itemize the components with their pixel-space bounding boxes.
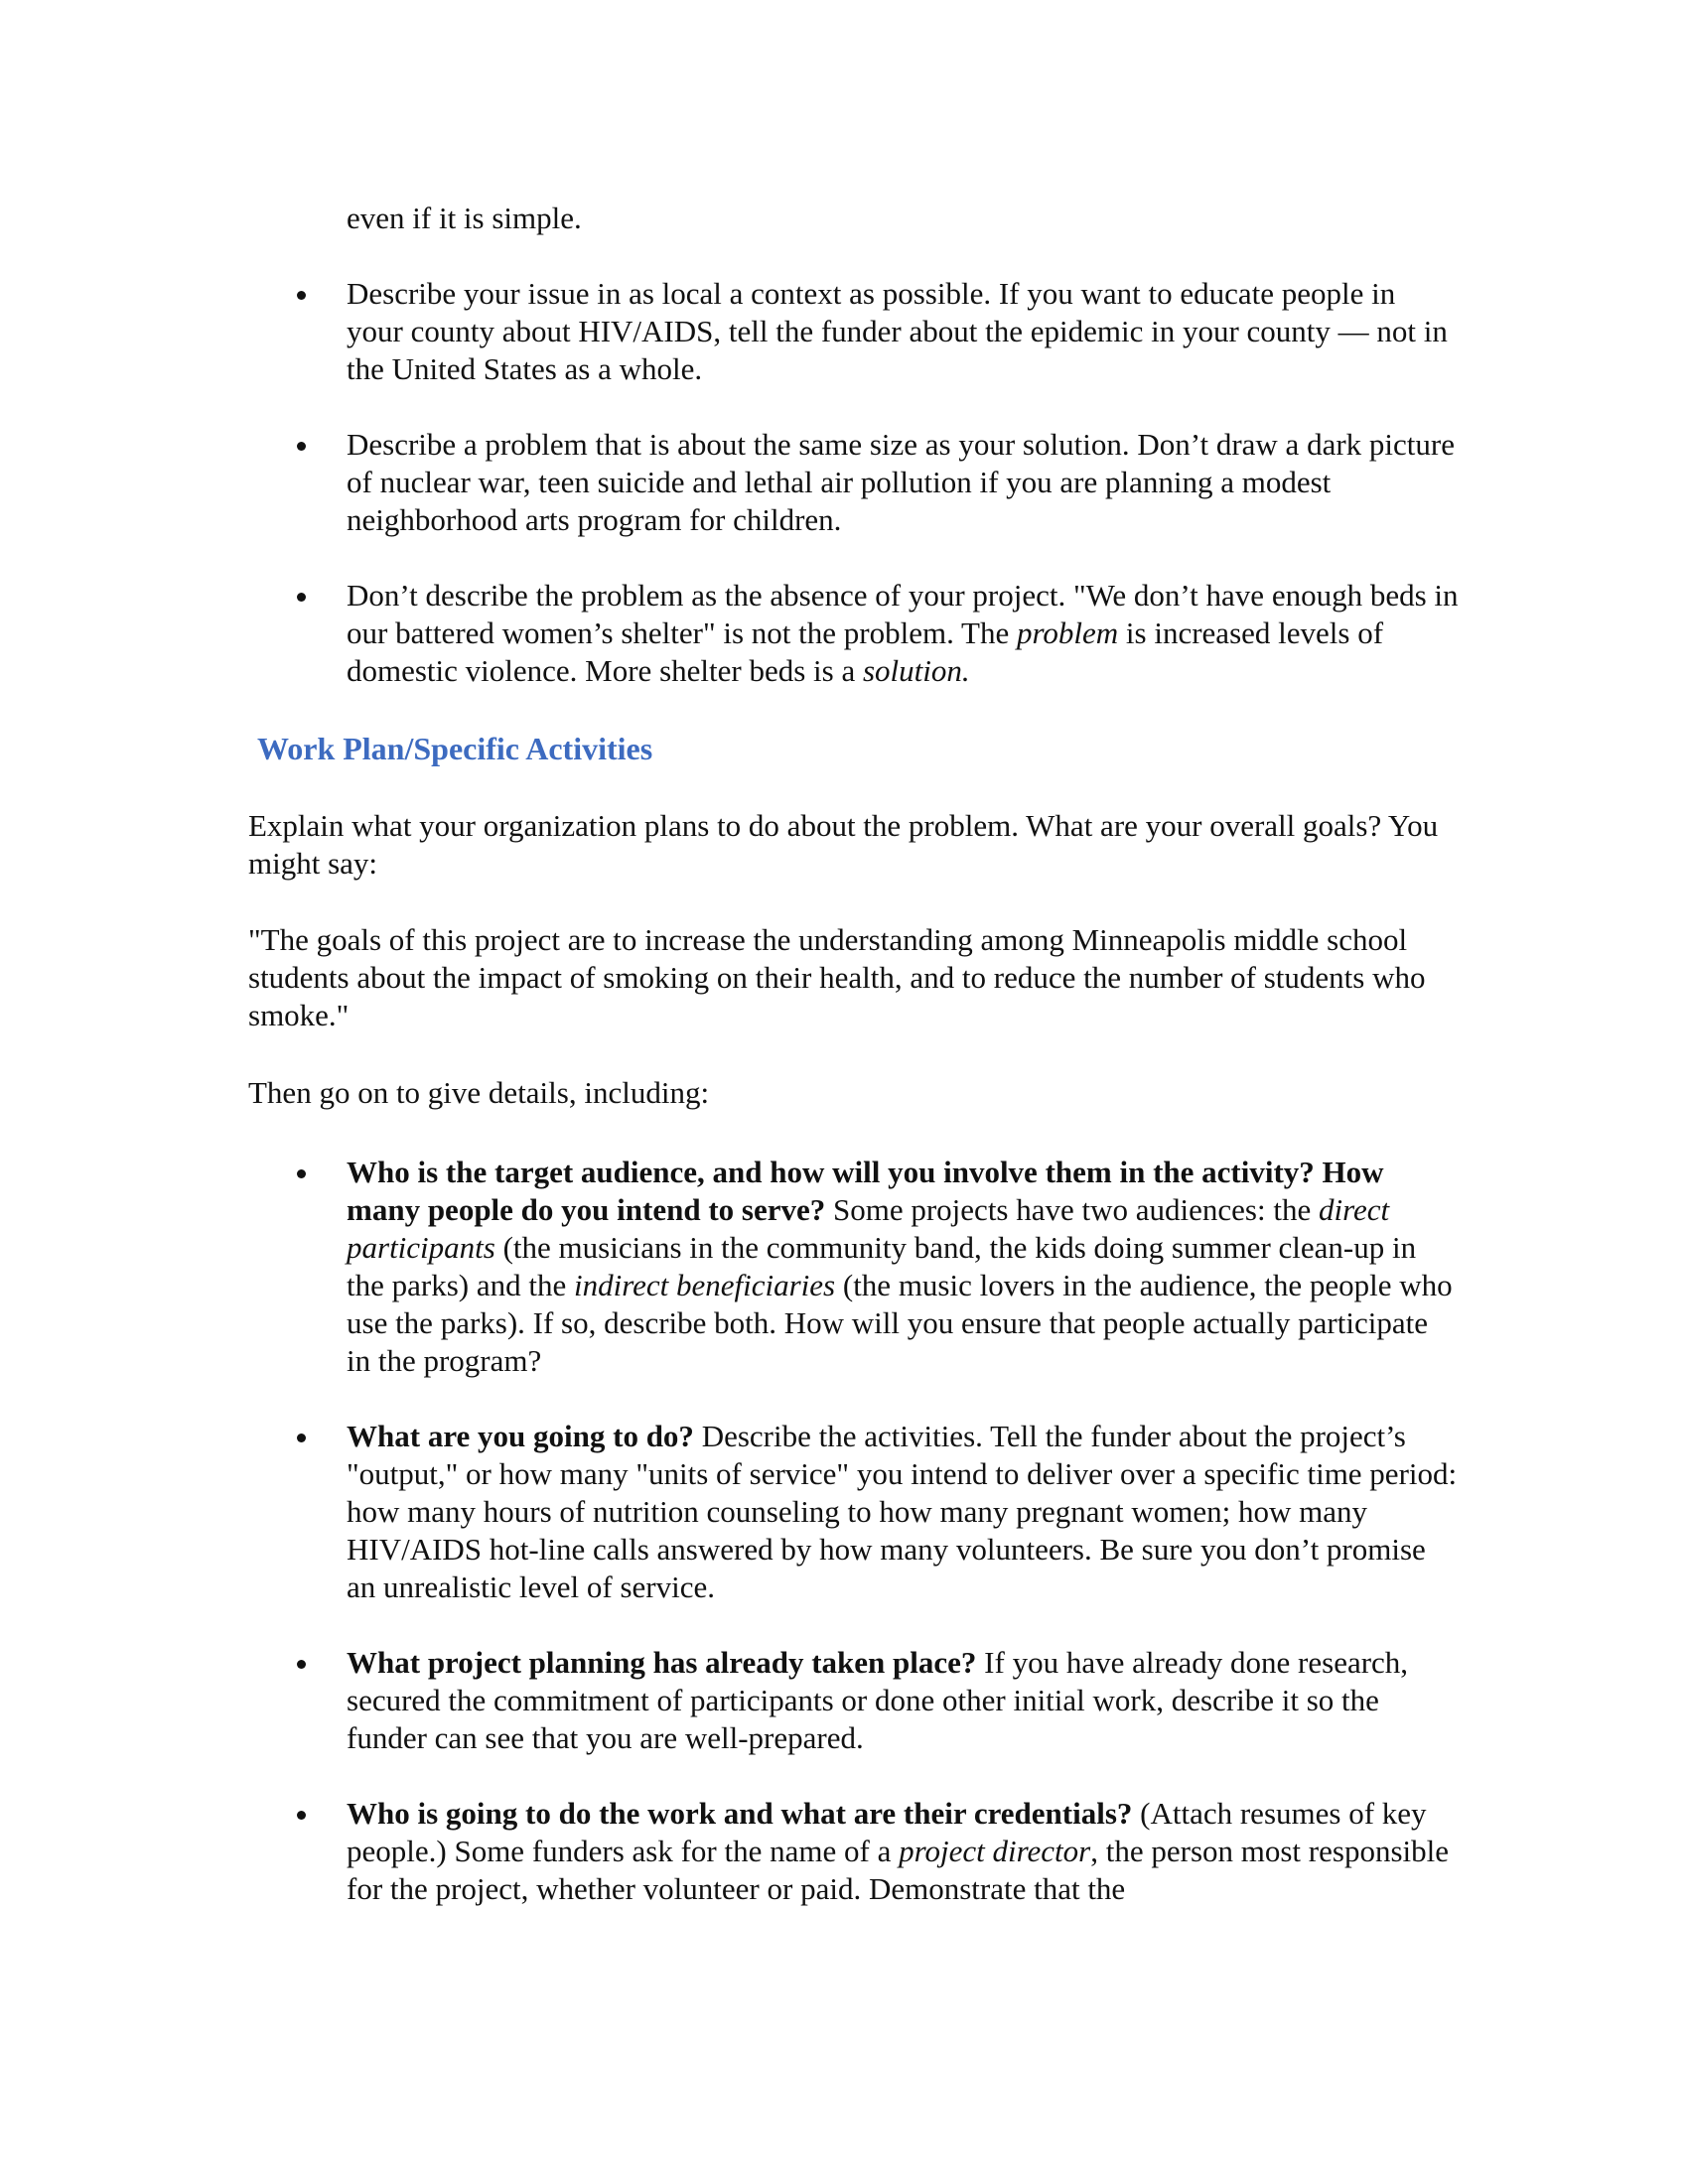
list-item-text: problem [1016, 615, 1119, 650]
list-item-text: Describe your issue in as local a context as possible. If you want to educate people in your county about HIV/AIDS, tell the funder about the epidemic in your county — not in the United States as a whole. [347, 276, 1448, 386]
list-item-text: (the musicians in the community band, the kids doing summer clean-up in the parks) and the [347, 1230, 1417, 1302]
list-item-text: (Attach resumes of key people.) Some funders ask for the name of a [347, 1796, 1427, 1868]
list-item-text: What are you going to do? [347, 1419, 694, 1453]
bullet-icon [297, 1660, 306, 1669]
list-item [347, 275, 1459, 388]
intro-paragraph: Explain what your organization plans to do about the problem. What are your overall goals? You might say: [248, 808, 1439, 881]
list-item [347, 426, 1459, 539]
bullet-icon [297, 1811, 306, 1820]
section-heading: Work Plan/Specific Activities [257, 731, 653, 766]
list-item-text: Some projects have two audiences: the [825, 1192, 1319, 1227]
list-item-text: What project planning has already taken place? [347, 1645, 977, 1680]
list-item-text: Who is going to do the work and what are their credentials? [347, 1796, 1133, 1831]
list-item-text: Don’t describe the problem as the absence of your project. "We don’t have enough beds in our battered women’s shelter" is not the problem. The [347, 578, 1459, 650]
list-item [347, 1418, 1459, 1606]
details-lead-paragraph: Then go on to give details, including: [248, 1075, 710, 1110]
list-item-text: , the person most responsible for the project, whether volunteer or paid. Demonstrate that the [347, 1834, 1449, 1906]
list-item-text: (the music lovers in the audience, the people who use the parks). If so, describe both. How will you ensure that people actually participate in the program? [347, 1268, 1453, 1378]
problem-tips-list [347, 275, 1459, 728]
list-item-text: Who is the target audience, and how will you involve them in the activity? How many people do you intend to serve? [347, 1155, 1384, 1227]
list-item-text: Describe a problem that is about the same size as your solution. Don’t draw a dark picture of nuclear war, teen suicide and lethal air pollution if you are planning a modest neighborhood arts program for children. [347, 427, 1455, 537]
list-item [347, 1644, 1459, 1757]
bullet-icon [297, 442, 306, 451]
goals-example-paragraph: "The goals of this project are to increase the understanding among Minneapolis middle school students about the impact of smoking on their health, and to reduce the number of students who smoke." [248, 922, 1426, 1032]
list-item-text: project director [899, 1834, 1091, 1868]
list-item-text: indirect beneficiaries [573, 1268, 836, 1302]
continuation-text: even if it is simple. [347, 201, 582, 235]
list-item-text: solution. [862, 653, 970, 688]
bullet-icon [297, 291, 306, 300]
bullet-icon [297, 1169, 306, 1178]
work-plan-details-list [347, 1154, 1459, 1946]
list-item-text: If you have already done research, secured the commitment of participants or done other initial work, describe it so the funder can see that you are well-prepared. [347, 1645, 1409, 1755]
list-item-text: Describe the activities. Tell the funder about the project’s "output," or how many "units of service" you intend to deliver over a specific time period: how many hours of nutrition counseling to how many pregnant women; how many HIV/AIDS hot-line calls answered by how many volunteers. Be sure you don’t promise an unrealistic level of service. [347, 1419, 1458, 1604]
list-item [347, 1795, 1459, 1908]
list-item [347, 1154, 1459, 1380]
list-item-text: is increased levels of domestic violence. More shelter beds is a [347, 615, 1384, 688]
bullet-icon [297, 593, 306, 602]
list-item [347, 577, 1459, 690]
list-item-text: direct participants [347, 1192, 1390, 1265]
bullet-icon [297, 1433, 306, 1442]
